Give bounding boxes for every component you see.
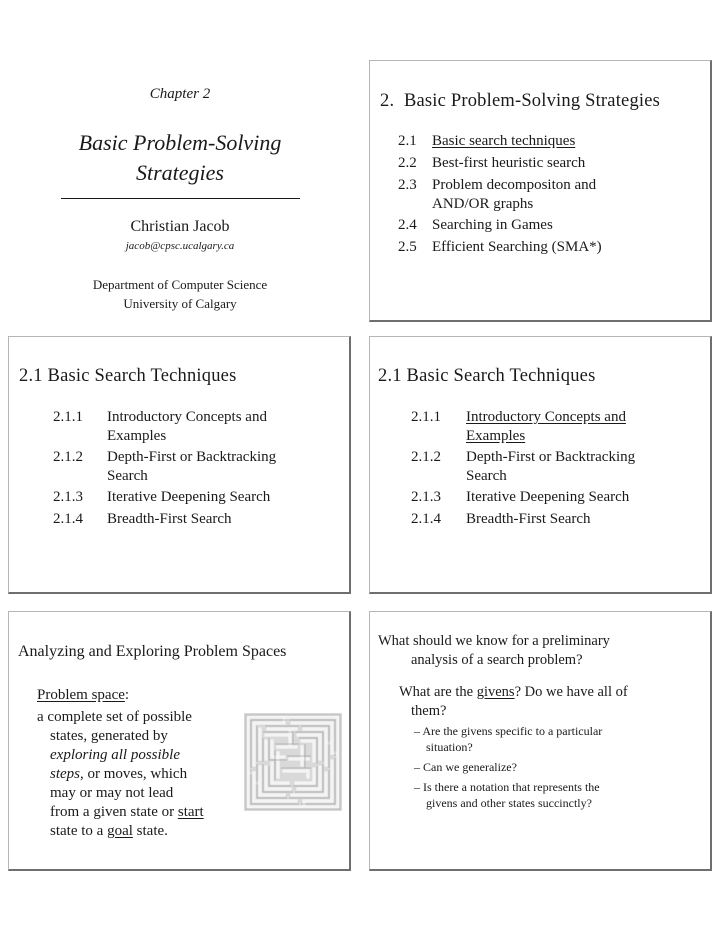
author-name: Christian Jacob [130,218,230,235]
chapter-label: Chapter 2 [149,86,211,102]
givens-term: givens [476,684,515,700]
definition-line-6-pre: from a given state or [50,804,178,820]
toc-number: 2.2 [398,155,417,171]
toc-number: 2.1.2 [411,449,441,465]
givens-post: ? Do we have all of [514,684,628,700]
toc-item-intro-cont: Examples [107,428,167,444]
definition-line-2: states, generated by [50,728,168,744]
toc-item-intro-cont[interactable]: Examples [466,428,526,444]
givens-line [399,684,628,701]
title-line-1: Basic Problem-Solving [78,130,282,155]
toc-item-ids: Iterative Deepening Search [107,489,271,505]
university-name: University of Calgary [123,296,237,311]
section-slide-a [8,336,351,594]
definition-line-3: exploring all possible [50,747,180,763]
toc-number: 2.4 [398,217,417,233]
toc-number: 2.1.2 [53,449,83,465]
term-colon: : [124,687,130,703]
toc-item-intro: Introductory Concepts and [107,409,267,425]
definition-line-7-post: state. [132,823,168,839]
steps-emphasis: steps [50,766,80,782]
start-term: start [177,804,204,820]
bullet-3: – Is there a notation that represents the [414,780,600,794]
definition-line-7-pre: state to a [50,823,108,839]
analysis-slide [369,611,712,871]
overview-heading-number: 2. [380,91,395,111]
bullet-3-cont: givens and other states succinctly? [426,796,592,810]
problem-space-term-line [37,687,129,704]
bullet-1-cont: situation? [426,740,473,754]
toc-item-bfs: Breadth-First Search [466,511,591,527]
toc-number: 2.1.4 [53,511,83,527]
question-line-1: What should we know for a preliminary [378,633,610,649]
toc-item-decomposition-cont: AND/OR graphs [432,196,534,212]
toc-item-dfs-cont: Search [466,468,507,484]
section-heading: 2.1 Basic Search Techniques [19,366,237,386]
definition-line-7 [50,823,168,840]
toc-item-dfs: Depth-First or Backtracking [466,449,636,465]
toc-number: 2.1.1 [411,409,441,425]
title-line-2: Strategies [136,160,224,185]
toc-number: 2.1.1 [53,409,83,425]
department-name: Department of Computer Science [92,277,268,292]
maze-icon [244,713,342,811]
toc-item-dfs: Depth-First or Backtracking [107,449,277,465]
author-email: jacob@cpsc.ucalgary.ca [125,240,235,252]
toc-number: 2.1.3 [411,489,441,505]
bullet-1: – Are the givens specific to a particular [414,724,603,738]
toc-number: 2.3 [398,177,417,193]
toc-item-basic-search[interactable]: Basic search techniques [432,133,576,149]
bullet-2: – Can we generalize? [414,760,517,774]
toc-item-dfs-cont: Search [107,468,148,484]
problem-space-heading: Analyzing and Exploring Problem Spaces [18,643,287,660]
toc-item-bfs: Breadth-First Search [107,511,232,527]
givens-pre: What are the [399,684,477,700]
overview-slide [369,60,712,322]
problem-space-term: Problem space [37,687,125,703]
section-heading: 2.1 Basic Search Techniques [378,366,596,386]
definition-line-1: a complete set of possible [37,709,192,725]
definition-line-4-rest: , or moves, which [80,766,188,782]
toc-number: 2.1.4 [411,511,441,527]
toc-number: 2.5 [398,239,417,255]
overview-heading [380,91,660,112]
title-rule [61,198,300,199]
toc-item-ids: Iterative Deepening Search [466,489,630,505]
definition-line-4 [50,766,187,783]
overview-heading-text: Basic Problem-Solving Strategies [403,91,661,111]
toc-item-games: Searching in Games [432,217,553,233]
toc-item-decomposition: Problem decompositon and [432,177,597,193]
definition-line-5: may or may not lead [50,785,174,801]
goal-term: goal [107,823,133,839]
toc-number: 2.1 [398,133,417,149]
definition-line-6 [50,804,204,821]
givens-line-2: them? [411,703,447,719]
toc-number: 2.1.3 [53,489,83,505]
section-slide-b [369,336,712,594]
toc-item-sma: Efficient Searching (SMA*) [432,239,602,255]
toc-item-intro[interactable]: Introductory Concepts and [466,409,626,425]
question-line-2: analysis of a search problem? [411,652,583,668]
toc-item-best-first: Best-first heuristic search [432,155,586,171]
